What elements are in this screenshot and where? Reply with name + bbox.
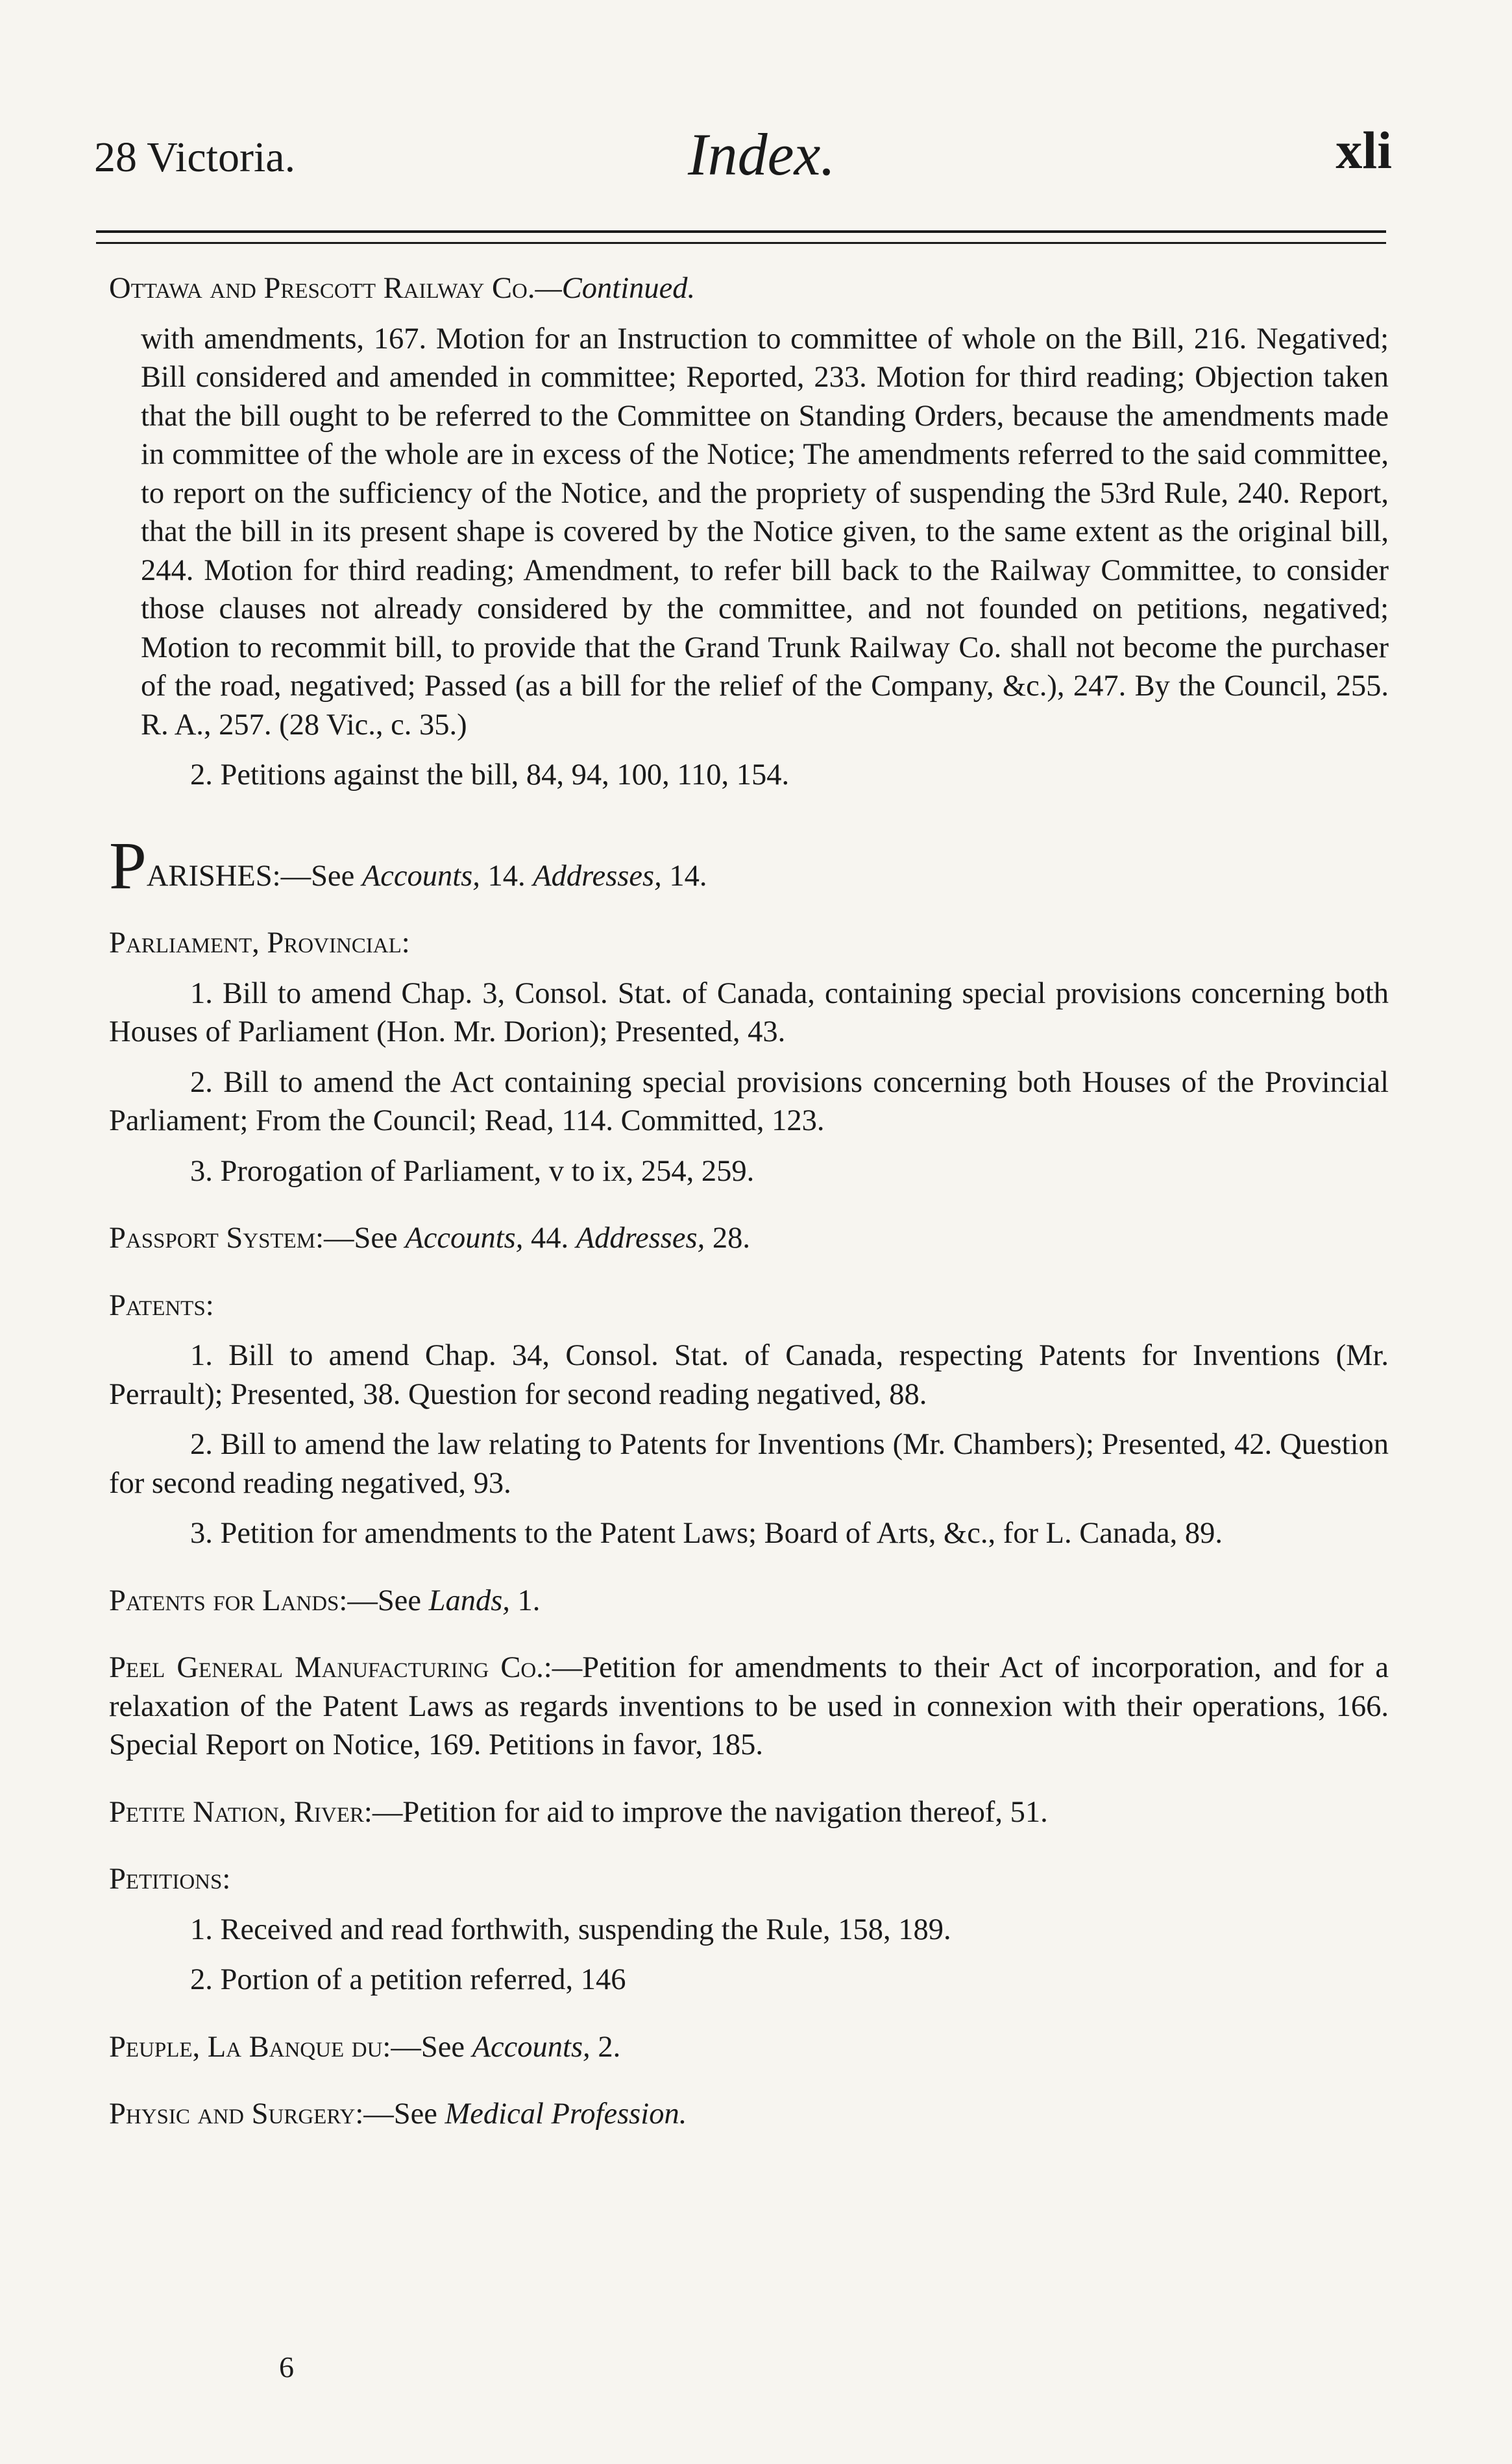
entry-passport: Passport System:—See Accounts, 44. Addresses, 28. <box>109 1222 750 1255</box>
signature-mark: 6 <box>279 2350 294 2384</box>
entry-ottawa-heading: Ottawa and Prescott Railway Co.—Continued. <box>109 272 696 305</box>
header-rule-bottom <box>96 242 1386 244</box>
page-header <box>94 114 1392 191</box>
entry-petite-nation: Petite Nation, River:—Petition for aid to improve the navigation thereof, 51. <box>109 1795 1048 1829</box>
entry-patents-for-lands: Patents for Lands:—See Lands, 1. <box>109 1584 541 1617</box>
entry-patents-item-3: 3. Petition for amendments to the Patent Laws; Board of Arts, &c., for L. Canada, 89. <box>190 1517 1223 1550</box>
entry-petitions-heading: Petitions: <box>109 1863 231 1896</box>
index-content <box>109 269 1389 2134</box>
entry-patents-item-2: 2. Bill to amend the law relating to Patents for Inventions (Mr. Chambers); Presented, 42. Question for second reading negatived, 93. <box>109 1428 1389 1500</box>
entry-peuple: Peuple, La Banque du:—See Accounts, 2. <box>109 2030 621 2064</box>
entry-petitions-item-2: 2. Portion of a petition referred, 146 <box>190 1963 626 1996</box>
entry-parliament-item-2: 2. Bill to amend the Act containing special provisions concerning both Houses of the Provincial Parliament; From the Council; Read, 114. Committed, 123. <box>109 1065 1389 1137</box>
running-head-left: 28 Victoria. <box>94 134 296 181</box>
entry-ottawa-item-2: 2. Petitions against the bill, 84, 94, 100, 110, 154. <box>190 758 790 791</box>
entry-parliament-item-1: 1. Bill to amend Chap. 3, Consol. Stat. of Canada, containing special provisions concerning both Houses of Parliament (Hon. Mr. Dorion); Presented, 43. <box>109 976 1389 1048</box>
running-head-title: Index. <box>688 121 836 187</box>
entry-patents-heading: Patents: <box>109 1288 214 1322</box>
entry-parliament-heading: Parliament, Provincial: <box>109 926 410 960</box>
entry-parishes: PARISHES:—See Accounts, 14. Addresses, 14. <box>109 828 707 903</box>
header-rule-top <box>96 230 1386 233</box>
entry-patents-item-1: 1. Bill to amend Chap. 34, Consol. Stat. of Canada, respecting Patents for Inventions (Mr. Perrault); Presented, 38. Question for second reading negatived, 88. <box>109 1339 1389 1411</box>
page-number: xli <box>1335 121 1392 180</box>
entry-petitions-item-1: 1. Received and read forthwith, suspending the Rule, 158, 189. <box>190 1913 951 1946</box>
entry-ottawa-body: with amendments, 167. Motion for an Instruction to committee of whole on the Bill, 216. Negatived; Bill considered and amended in committee; Reported, 233. Motion for third reading; Objection taken that the bill ought to be referred to the Committee on Standing Orders, because the amendments made in committee of the whole are in excess of the Notice; The amendments referred to the said committee, to report on the sufficiency of the Notice, and the propriety of suspending the 53rd Rule, 240. Report, that the bill in its present shape is covered by the Notice given, to the same extent as the original bill, 244. Motion for third reading; Amendment, to refer bill back to the Railway Committee, to consider those clauses not already considered by the committee, and not founded on petitions, negatived; Motion to recommit bill, to provide that the Grand Trunk Railway Co. shall not become the purchaser of the road, negatived; Passed (as a bill for the relief of the Company, &c.), 247. By the Council, 255. R. A., 257. (28 Vic., c. 35.) <box>141 322 1389 742</box>
entry-parliament-item-3: 3. Prorogation of Parliament, v to ix, 254, 259. <box>190 1154 755 1188</box>
entry-physic: Physic and Surgery:—See Medical Profession. <box>109 2097 687 2131</box>
entry-peel: Peel General Manufacturing Co.:—Petition for amendments to their Act of incorporation, and for a relaxation of the Patent Laws as regards inventions to be used in connexion with their operations, 166. Special Report on Notice, 169. Petitions in favor, 185. <box>109 1651 1389 1761</box>
